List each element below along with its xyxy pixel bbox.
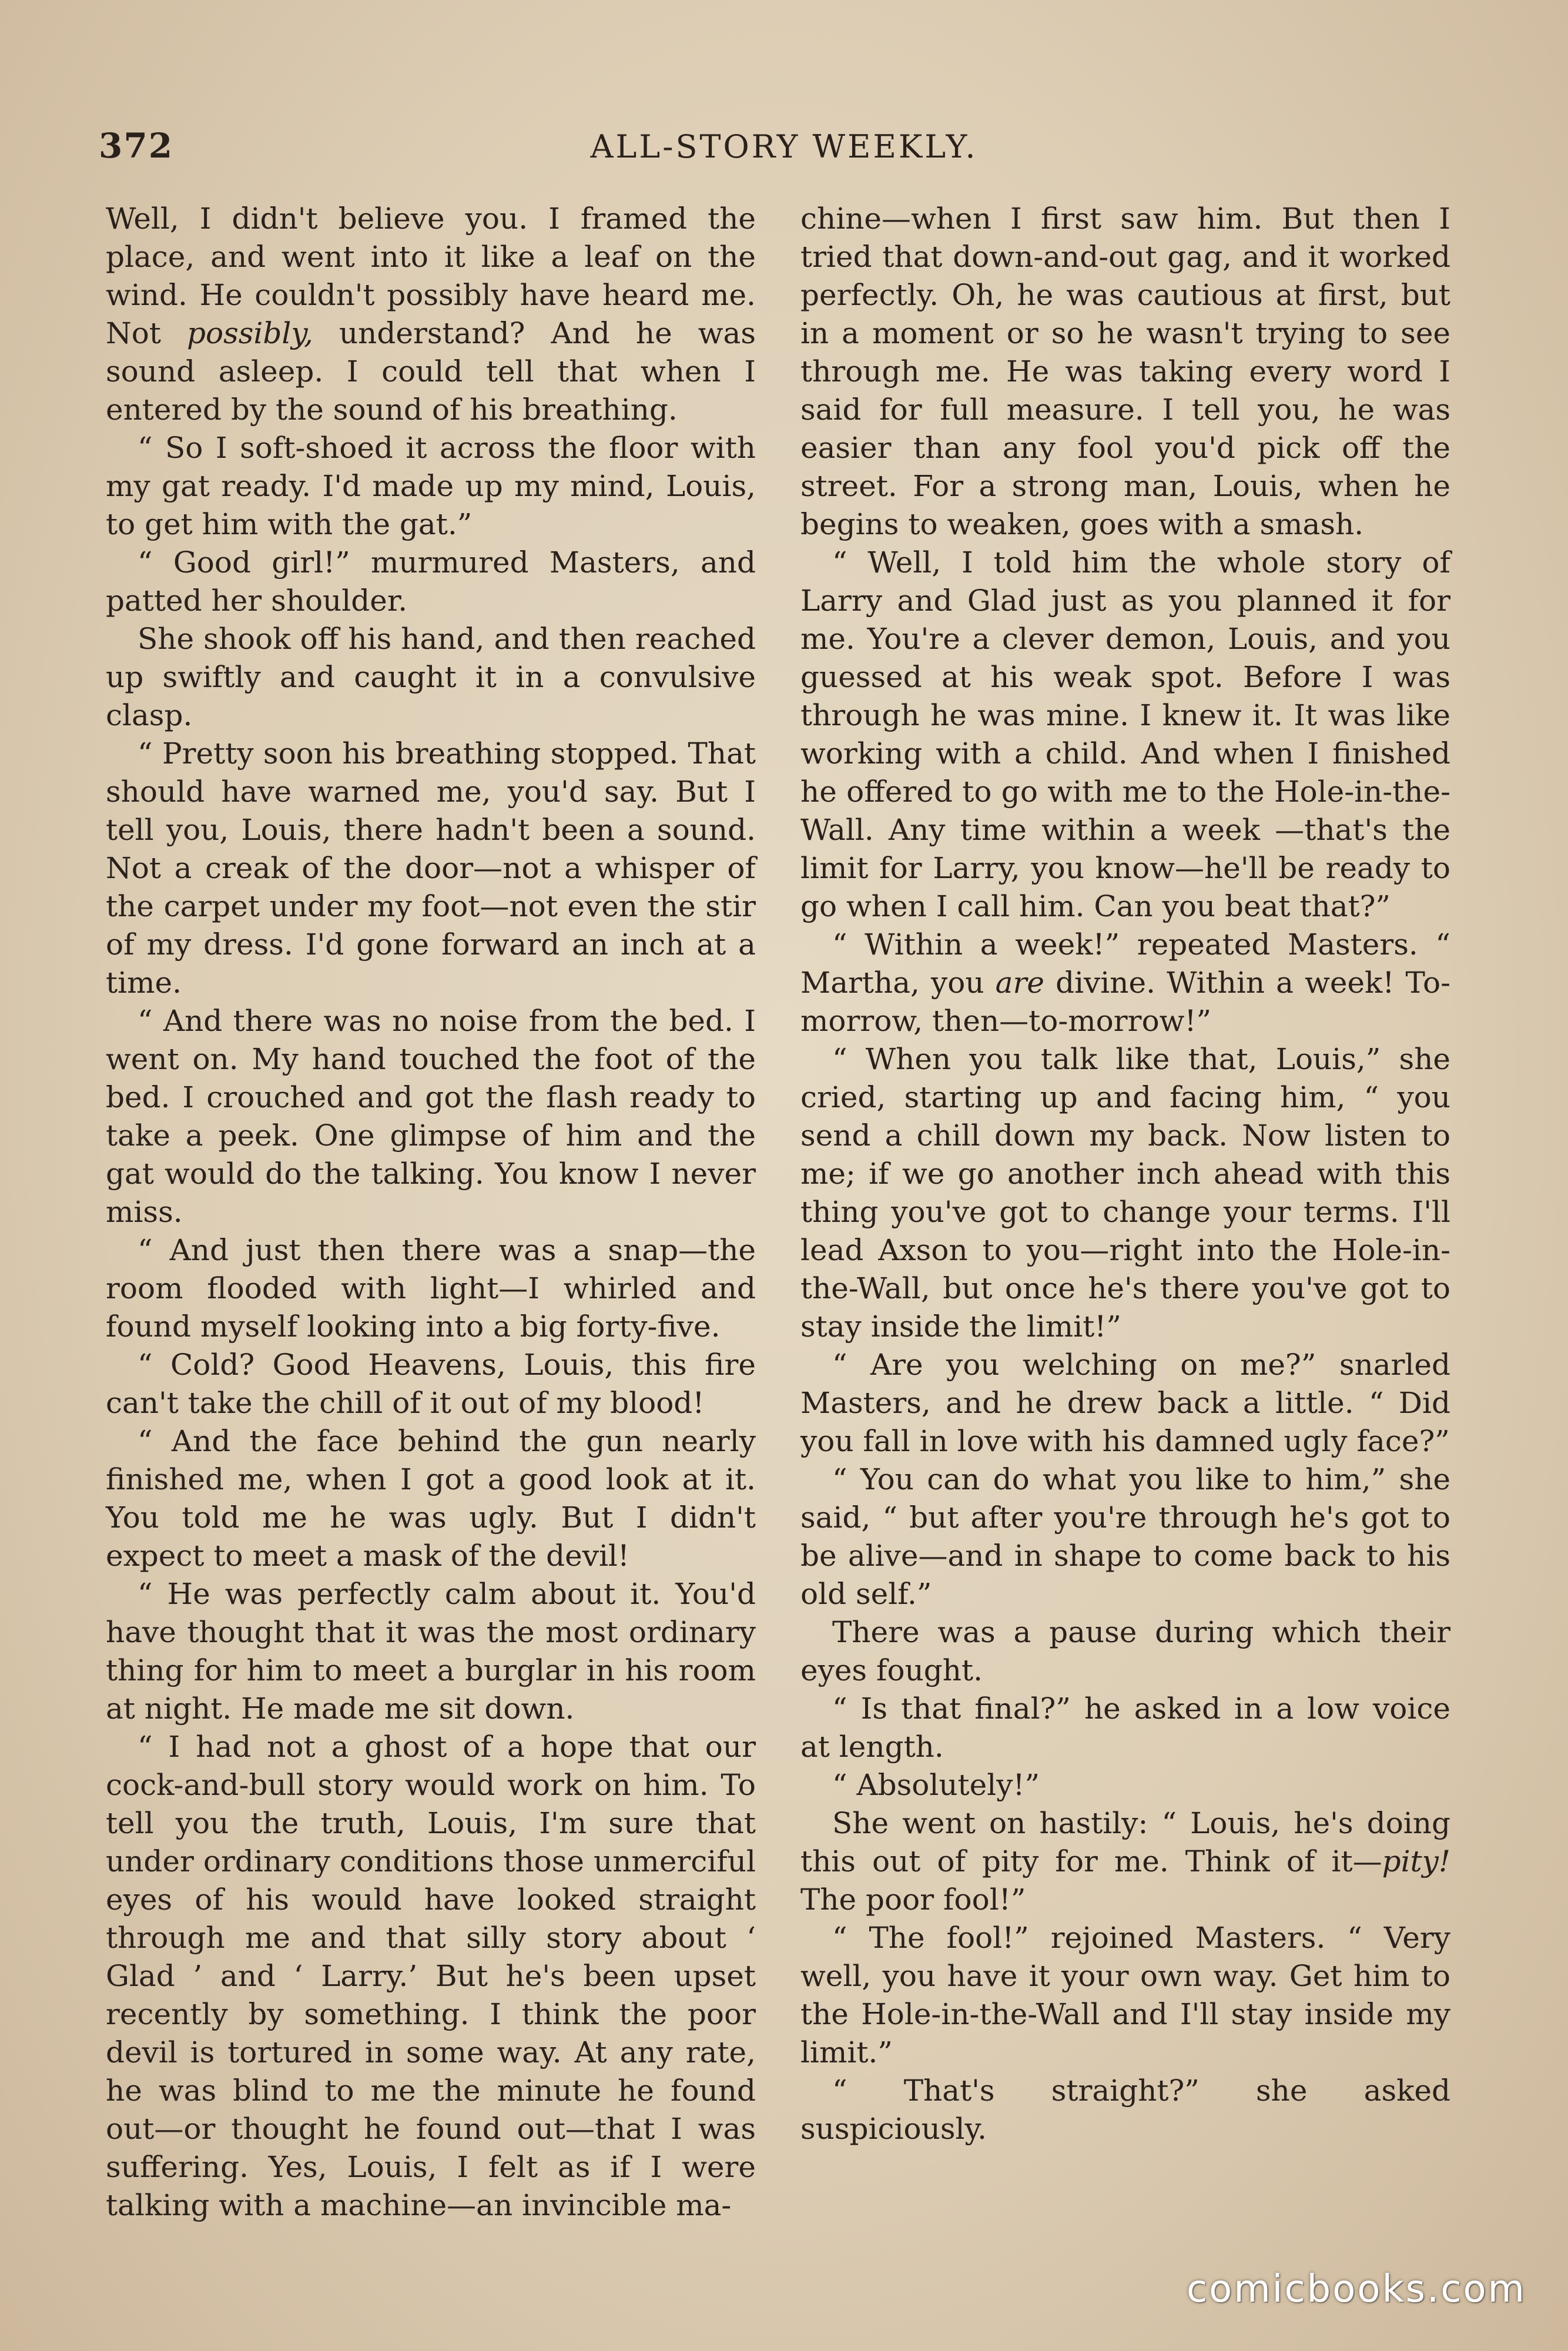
paragraph: “ When you talk like that, Louis,” she cried, starting up and facing him, “ you send a chill down my back. Now listen to me; if we go another inch ahead with this thing you've got to change your terms. I'll lead Axson to you—right into the Hole-in-the-Wall, but once he's there you've got to stay inside the limit!”: [800, 1042, 1450, 1344]
paragraph: “ Within a week!” repeated Masters. “ Martha, you are divine. Within a week! To-morrow, then—to-morrow!”: [800, 927, 1450, 1038]
paragraph: “ Is that final?” he asked in a low voice at length.: [800, 1692, 1450, 1764]
page-header: [0, 126, 1568, 179]
paragraph: “ And the face behind the gun nearly finished me, when I got a good look at it. You told me he was ugly. But I didn't expect to meet a mask of the devil!: [106, 1424, 756, 1573]
running-title: ALL-STORY WEEKLY.: [590, 128, 978, 165]
paragraph: “ Good girl!” murmured Masters, and patted her shoulder.: [106, 545, 756, 618]
paragraph: “ Absolutely!”: [832, 1768, 1040, 1802]
paragraph: There was a pause during which their eyes fought.: [800, 1615, 1450, 1687]
paragraph: “ Well, I told him the whole story of Larry and Glad just as you planned it for me. You're a clever demon, Louis, and you guessed at his weak spot. Before I was through he was mine. I knew it. It was like working with a child. And when I finished he offered to go with me to the Hole-in-the-Wall. Any time within a week —that's the limit for Larry, you know—he'll be ready to go when I call him. Can you beat that?”: [800, 545, 1450, 923]
paragraph: “ So I soft-shoed it across the floor with my gat ready. I'd made up my mind, Louis, to get him with the gat.”: [106, 431, 756, 541]
paragraph: “ That's straight?” she asked suspiciously.: [800, 2074, 1450, 2146]
paragraph: “ Cold? Good Heavens, Louis, this fire can't take the chill of it out of my blood!: [106, 1348, 756, 1420]
page-number: 372: [99, 126, 174, 166]
paragraph: “ You can do what you like to him,” she said, “ but after you're through he's got to be alive—and in shape to come back to his old self.”: [800, 1462, 1450, 1611]
paragraph: Well, I didn't believe you. I framed the place, and went into it like a leaf on the wind. He couldn't possibly have heard me. Not possibly, understand? And he was sound asleep. I could tell that when I entered by the sound of his breathing.: [106, 202, 756, 427]
left-column: [106, 200, 756, 2222]
paragraph: “ I had not a ghost of a hope that our cock-and-bull story would work on him. To tell you the truth, Louis, I'm sure that under ordinary conditions those unmerciful eyes of his would have looked straight through me and that silly story about ‘ Glad ’ and ‘ Larry.’ But he's been upset recently by something. I think the poor devil is tortured in some way. At any rate, he was blind to me the minute he found out—or thought he found out—that I was suffering. Yes, Louis, I felt as if I were talking with a machine—an invincible ma-: [106, 1730, 756, 2222]
paragraph: She went on hastily: “ Louis, he's doing this out of pity for me. Think of it—pity! The poor fool!”: [800, 1806, 1450, 1917]
paragraph: “ Are you welching on me?” snarled Masters, and he drew back a little. “ Did you fall in love with his damned ugly face?”: [800, 1348, 1450, 1458]
paragraph: “ And just then there was a snap—the room flooded with light—I whirled and found myself looking into a big forty-five.: [106, 1233, 756, 1344]
paragraph: “ The fool!” rejoined Masters. “ Very well, you have it your own way. Get him to the Hole-in-the-Wall and I'll stay inside my limit.”: [800, 1921, 1450, 2069]
watermark-text: comicbooks.com: [1186, 2268, 1526, 2311]
paragraph: “ He was perfectly calm about it. You'd have thought that it was the most ordinary thing for him to meet a burglar in his room at night. He made me sit down.: [106, 1577, 756, 1726]
paragraph: “ And there was no noise from the bed. I went on. My hand touched the foot of the bed. I crouched and got the flash ready to take a peek. One glimpse of him and the gat would do the talking. You know I never miss.: [106, 1004, 756, 1229]
paragraph: chine—when I first saw him. But then I tried that down-and-out gag, and it worked perfectly. Oh, he was cautious at first, but in a moment or so he wasn't trying to see through me. He was taking every word I said for full measure. I tell you, he was easier than any fool you'd pick off the street. For a strong man, Louis, when he begins to weaken, goes with a smash.: [800, 202, 1450, 541]
paragraph: She shook off his hand, and then reached up swiftly and caught it in a convulsive clasp.: [106, 622, 756, 732]
watermark: [1149, 2263, 1560, 2322]
right-column: [800, 200, 1450, 2210]
paragraph: “ Pretty soon his breathing stopped. That should have warned me, you'd say. But I tell you, Louis, there hadn't been a sound. Not a creak of the door—not a whisper of the carpet under my foot—not even the stir of my dress. I'd gone forward an inch at a time.: [106, 736, 756, 1000]
